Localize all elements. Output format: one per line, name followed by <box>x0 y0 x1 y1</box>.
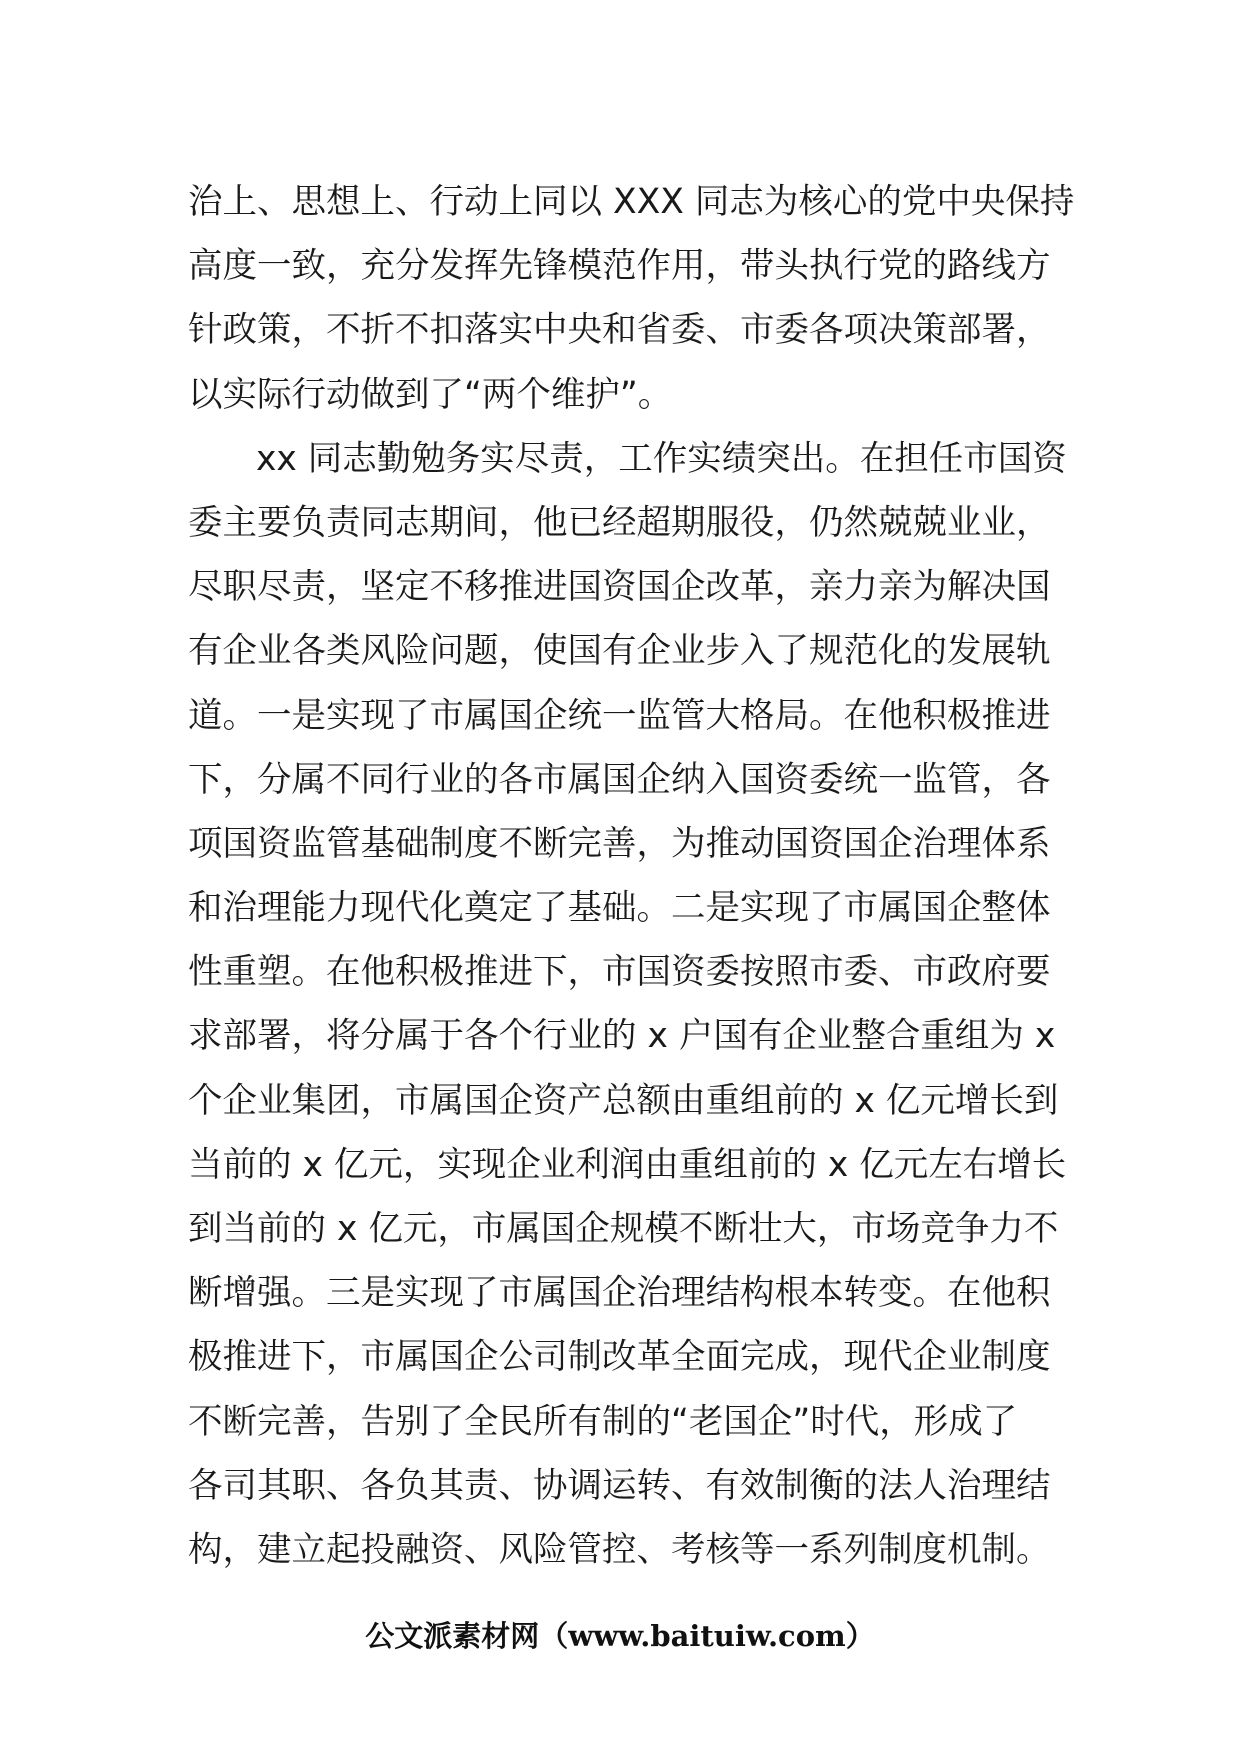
text-line: 委主要负责同志期间，他已经超期服役，仍然兢兢业业， <box>188 502 1051 543</box>
text-line: 求部署，将分属于各个行业的 x 户国有企业整合重组为 x <box>188 1016 1056 1057</box>
text-line: 道。一是实现了市属国企统一监管大格局。在他积极推进 <box>188 695 1051 736</box>
text-line: 下，分属不同行业的各市属国企纳入国资委统一监管，各 <box>188 759 1051 800</box>
text-line: 高度一致，充分发挥先锋模范作用，带头执行党的路线方 <box>188 246 1051 287</box>
text-line: 构，建立起投融资、风险管控、考核等一系列制度机制。 <box>188 1529 1051 1570</box>
text-line: 个企业集团，市属国企资产总额由重组前的 x 亿元增长到 <box>188 1080 1059 1121</box>
text-line: 治上、思想上、行动上同以 XXX 同志为核心的党中央保持 <box>188 182 1075 222</box>
footer-watermark: 公文派素材网（www.baituiw.com） <box>365 1619 875 1653</box>
text-line: 项国资监管基础制度不断完善，为推动国资国企治理体系 <box>188 823 1051 864</box>
body-text <box>188 170 1075 1582</box>
paragraph-first-line: xx 同志勤勉务实尽责，工作实绩突出。在担任市国资 <box>256 438 1067 479</box>
text-line: 断增强。三是实现了市属国企治理结构根本转变。在他积 <box>188 1273 1051 1314</box>
text-line: 极推进下，市属国企公司制改革全面完成，现代企业制度 <box>188 1337 1051 1378</box>
text-line: 和治理能力现代化奠定了基础。二是实现了市属国企整体 <box>188 888 1051 929</box>
text-line: 各司其职、各负其责、协调运转、有效制衡的法人治理结 <box>188 1465 1051 1506</box>
text-line: 尽职尽责，坚定不移推进国资国企改革，亲力亲为解决国 <box>188 567 1051 608</box>
text-line: 不断完善，告别了全民所有制的“老国企”时代，形成了 <box>188 1401 1018 1442</box>
text-line: 性重塑。在他积极推进下，市国资委按照市委、市政府要 <box>188 952 1051 993</box>
text-line: 针政策，不折不扣落实中央和省委、市委各项决策部署， <box>188 310 1051 351</box>
text-line: 当前的 x 亿元，实现企业利润由重组前的 x 亿元左右增长 <box>188 1144 1067 1185</box>
text-line: 有企业各类风险问题，使国有企业步入了规范化的发展轨 <box>188 631 1051 672</box>
text-line: 到当前的 x 亿元，市属国企规模不断壮大，市场竞争力不 <box>188 1209 1059 1249</box>
text-line: 以实际行动做到了“两个维护”。 <box>188 374 673 415</box>
